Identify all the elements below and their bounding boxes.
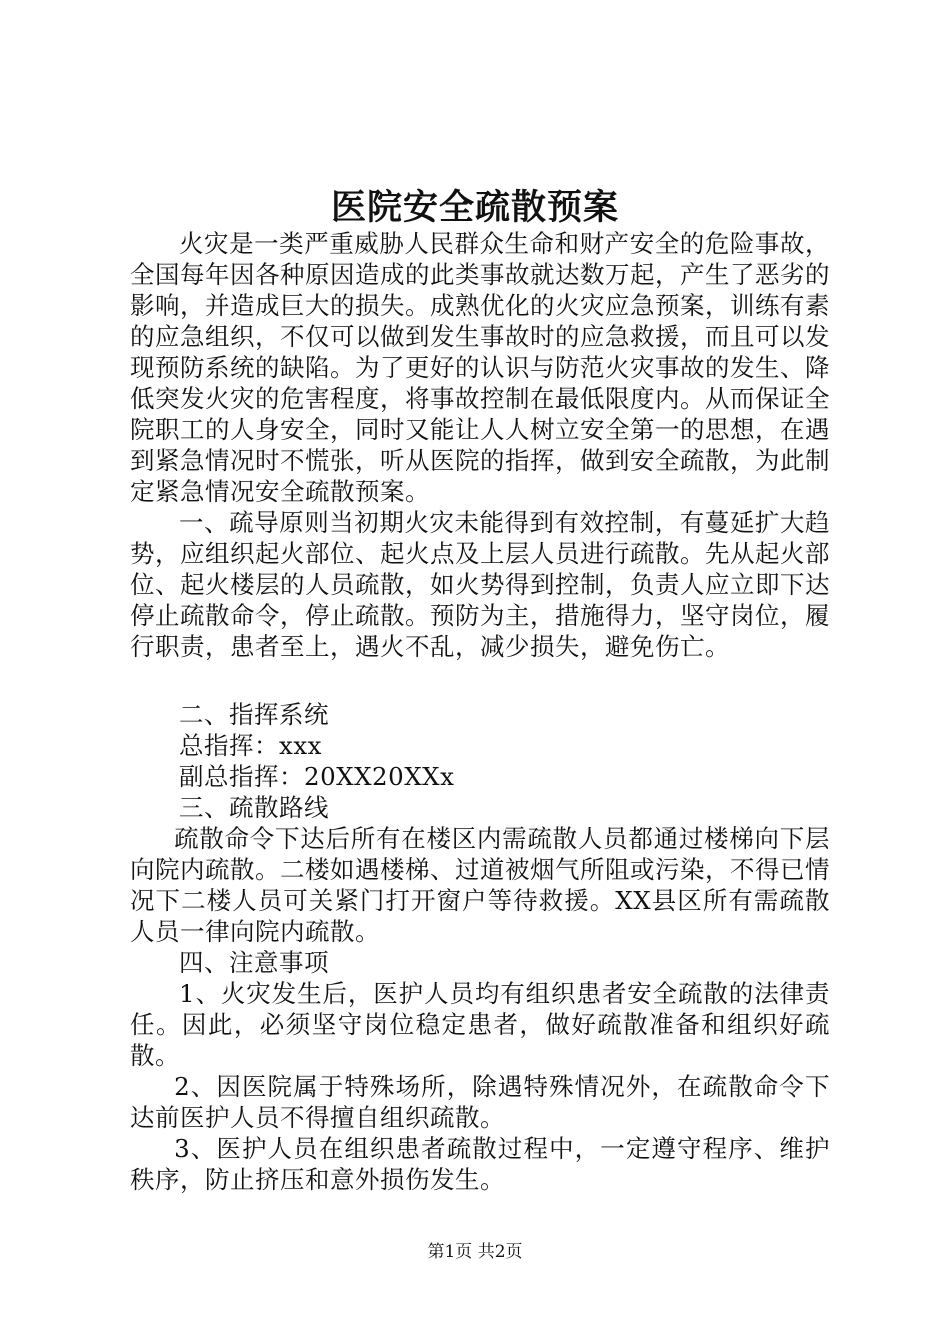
document-body: [130, 228, 830, 1195]
paragraph-spacer: [130, 662, 830, 699]
chief-commander-line: 总指挥：xxx: [179, 731, 322, 760]
page-footer: 第1页 共2页: [427, 1242, 523, 1262]
section-1-paragraph: 一、疏导原则当初期火灾未能得到有效控制，有蔓延扩大趋势，应组织起火部位、起火点及上层人员进行疏散。先从起火部位、起火楼层的人员疏散，如火势得到控制，负责人应立即下达停止疏散命令，停止疏散。预防为主，措施得力，坚守岗位，履行职责，患者至上，遇火不乱，减少损失，避免伤亡。: [130, 508, 830, 661]
intro-paragraph: 火灾是一类严重威胁人民群众生命和财产安全的危险事故，全国每年因各种原因造成的此类事故就达数万起，产生了恶劣的影响，并造成巨大的损失。成熟优化的火灾应急预案，训练有素的应急组织，不仅可以做到发生事故时的应急救援，而且可以发现预防系统的缺陷。为了更好的认识与防范火灾事故的发生、降低突发火灾的危害程度，将事故控制在最低限度内。从而保证全院职工的人身安全，同时又能让人人树立安全第一的思想，在遇到紧急情况时不慌张，听从医院的指挥，做到安全疏散，为此制定紧急情况安全疏散预案。: [130, 229, 830, 506]
note-item-1: 1、火灾发生后，医护人员均有组织患者安全疏散的法律责任。因此，必须坚守岗位稳定患者，做好疏散准备和组织好疏散。: [130, 979, 830, 1070]
note-item-3: 3、医护人员在组织患者疏散过程中，一定遵守程序、维护秩序，防止挤压和意外损伤发生。: [130, 1134, 830, 1194]
deputy-commander-line: 副总指挥：20XX20XXx: [179, 762, 455, 791]
note-item-2: 2、因医院属于特殊场所，除遇特殊情况外，在疏散命令下达前医护人员不得擅自组织疏散。: [130, 1072, 830, 1132]
section-3-heading: 三、疏散路线: [179, 793, 329, 822]
section-2-heading: 二、指挥系统: [179, 700, 329, 729]
section-4-heading: 四、注意事项: [179, 948, 329, 977]
document-title: 医院安全疏散预案: [330, 187, 619, 228]
evacuation-route-paragraph: 疏散命令下达后所有在楼区内需疏散人员都通过楼梯向下层向院内疏散。二楼如遇楼梯、过道被烟气所阻或污染，不得已情况下二楼人员可关紧门打开窗户等待救援。XX县区所有需疏散人员一律向院内疏散。: [130, 824, 830, 946]
